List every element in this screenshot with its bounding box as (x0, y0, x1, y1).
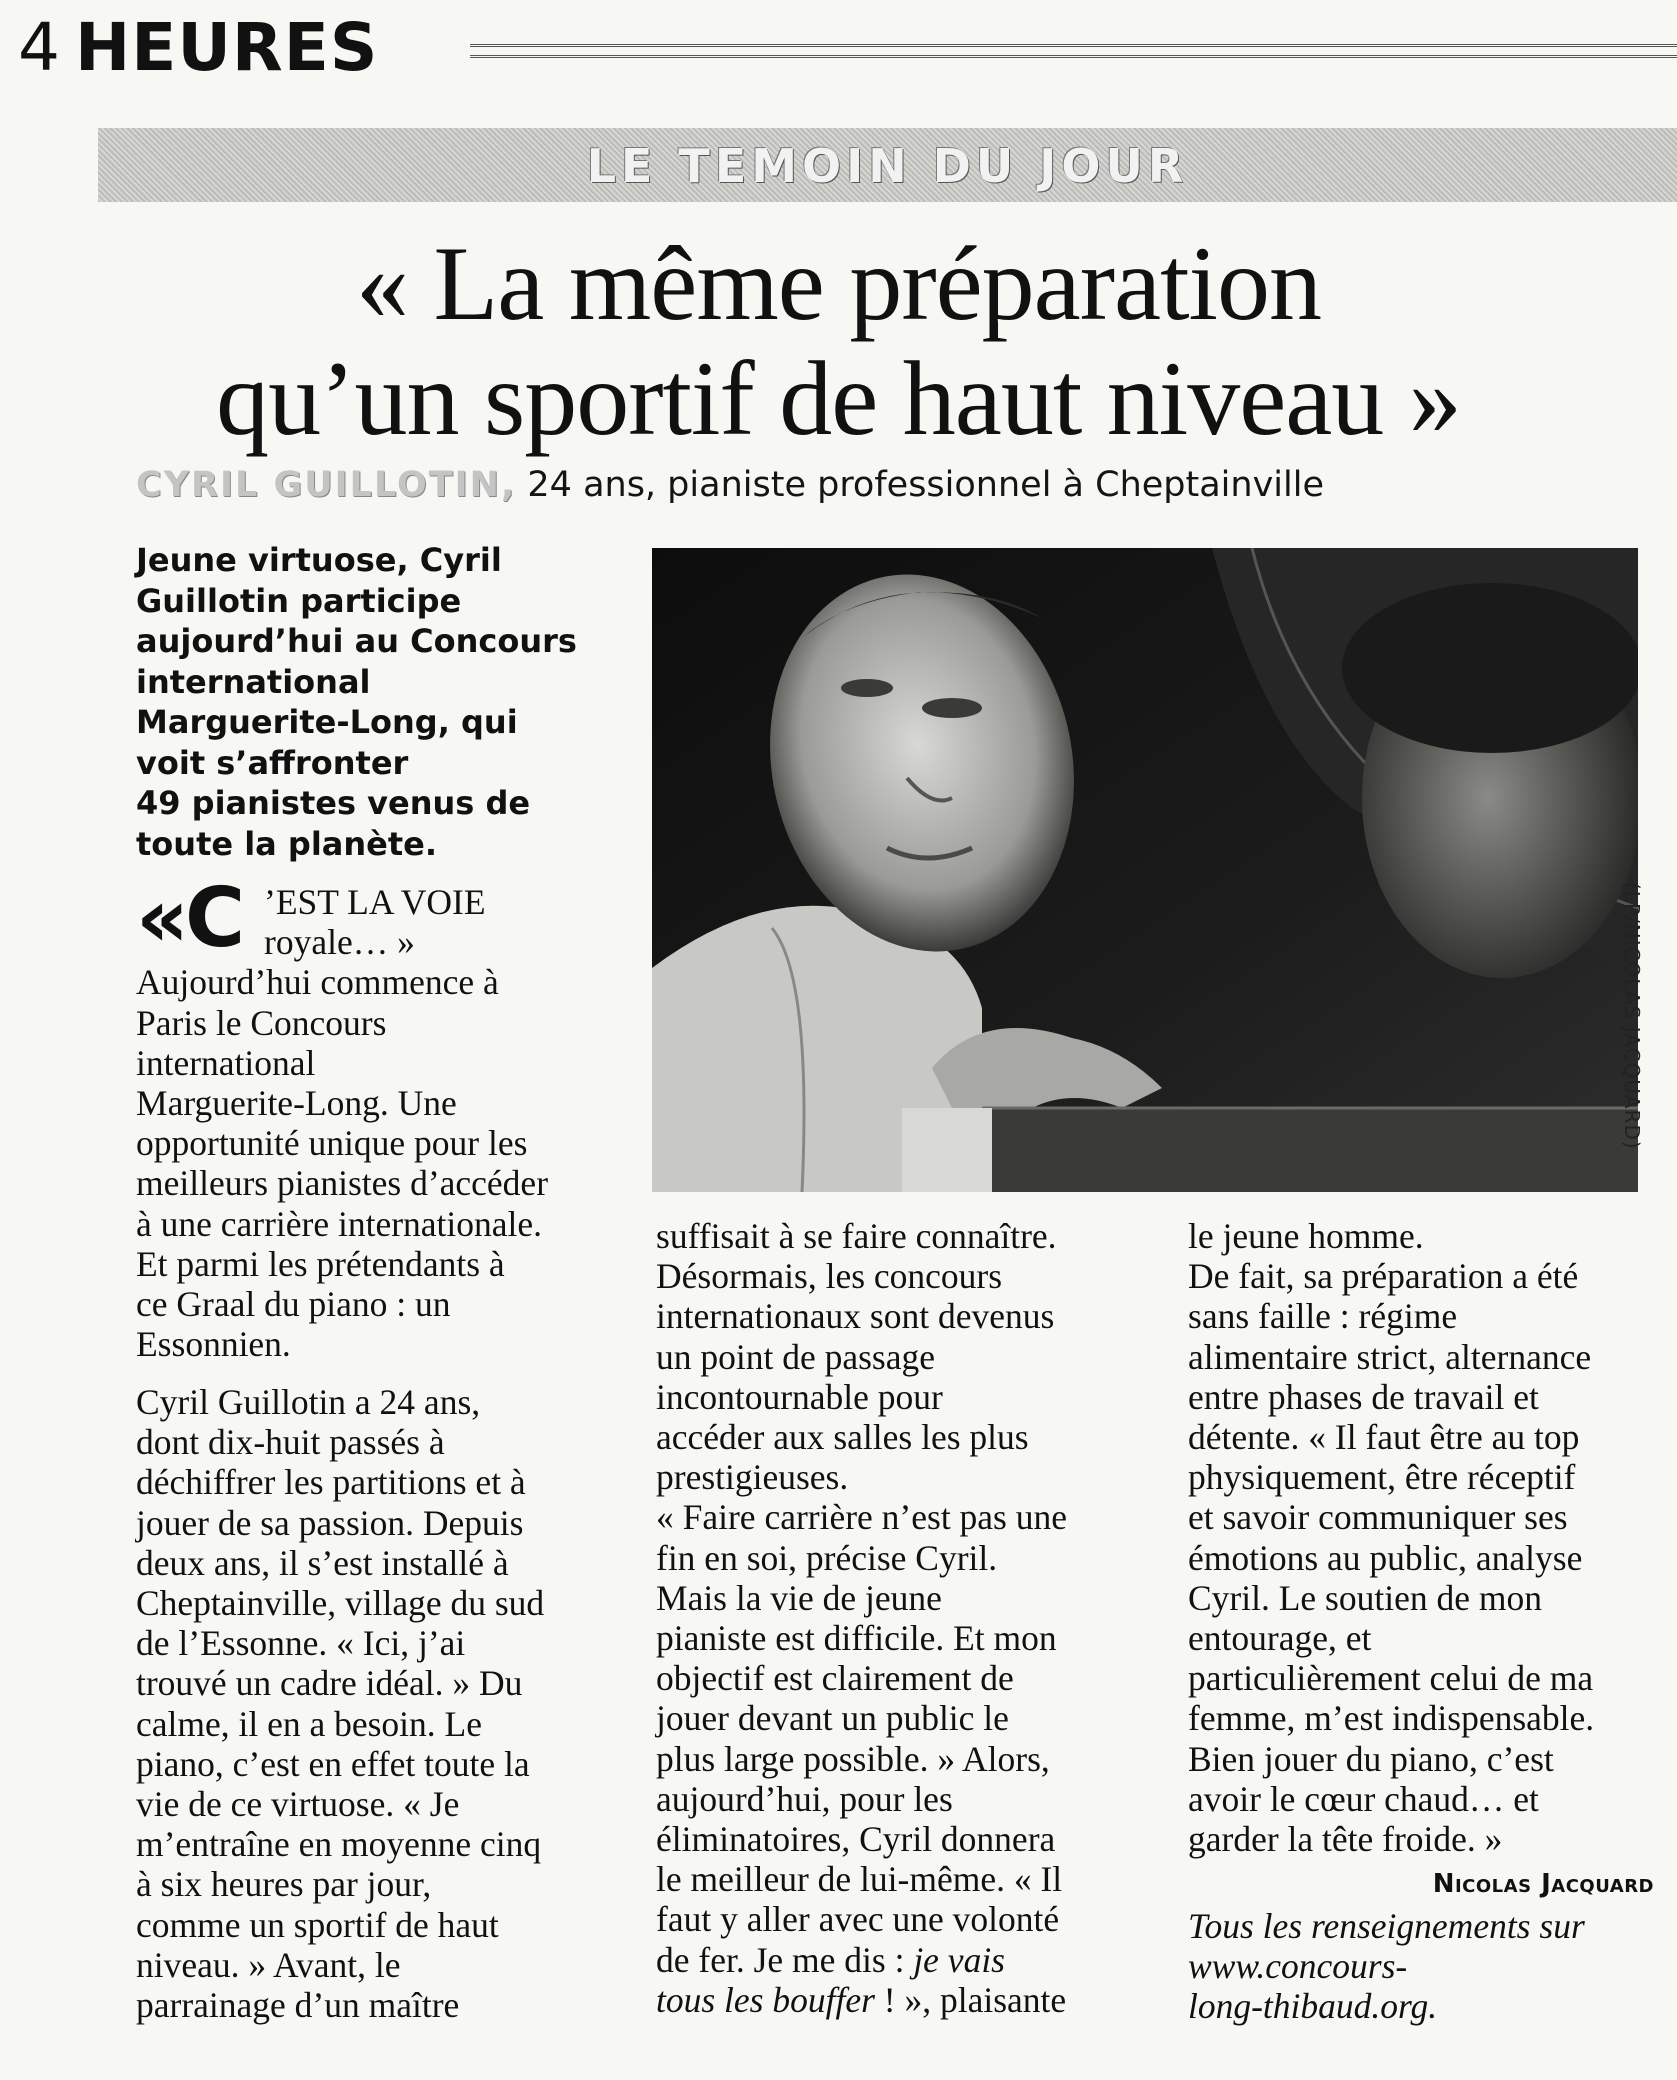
text-line: ce Graal du piano : un (136, 1284, 451, 1325)
lead-line: international (136, 662, 371, 701)
text-line: vie de ce virtuose. « Je (136, 1784, 460, 1825)
text-line: aujourd’hui, pour les (656, 1778, 953, 1819)
page-masthead (18, 6, 378, 90)
article-headline (0, 226, 1677, 456)
text-line: Désormais, les concours (656, 1256, 1003, 1297)
text-line: accéder aux salles les plus (656, 1417, 1029, 1458)
text-line: femme, m’est indispensable. (1188, 1698, 1595, 1739)
text-line: fin en soi, précise Cyril. (656, 1537, 998, 1578)
lead-line: Jeune virtuose, Cyril (136, 541, 502, 579)
italic-quote: tous les bouffer (656, 1979, 875, 2020)
photo-credit: (LP/NICOLAS JACQUARD) (1620, 882, 1644, 1150)
column-1-paragraph-1 (136, 882, 606, 1364)
drop-cap: «C (136, 871, 242, 966)
italic-quote: je vais (913, 1939, 1005, 1980)
byline-name: CYRIL GUILLOTIN, (136, 465, 517, 505)
rubric-band (98, 128, 1677, 202)
text-line (656, 1980, 1126, 2020)
text-line: ’EST LA VOIE (264, 882, 486, 922)
text-line: objectif est clairement de (656, 1658, 1014, 1699)
text-line: Cyril Guillotin a 24 ans, (136, 1382, 481, 1422)
text-line: niveau. » Avant, le (136, 1944, 401, 1985)
text-line: parrainage d’un maître (136, 1985, 460, 2026)
text-line: Essonnien. (136, 1324, 291, 1365)
text-line: meilleurs pianistes d’accéder (136, 1163, 549, 1204)
text-line: opportunité unique pour les (136, 1123, 528, 1164)
text-line: émotions au public, analyse (1188, 1537, 1583, 1578)
text-line: à six heures par jour, (136, 1864, 432, 1905)
text-line: Paris le Concours (136, 1002, 387, 1043)
lead-line: Marguerite-Long, qui (136, 703, 518, 741)
photo-illustration (652, 548, 1638, 1192)
text-line: le jeune homme. (1188, 1216, 1424, 1256)
text-line: trouvé un cadre idéal. » Du (136, 1663, 523, 1704)
text-line: jouer devant un public le (656, 1698, 1009, 1739)
text-line: incontournable pour (656, 1376, 943, 1417)
text-line: « Faire carrière n’est pas une (656, 1497, 1068, 1538)
column-2 (656, 1216, 1126, 2020)
text-line: comme un sportif de haut (136, 1904, 499, 1945)
text-line: alimentaire strict, alternance (1188, 1336, 1592, 1377)
text-line: et savoir communiquer ses (1188, 1497, 1568, 1538)
text-line: Bien jouer du piano, c’est (1188, 1738, 1554, 1779)
text-line: deux ans, il s’est installé à (136, 1542, 509, 1583)
text-line (656, 1940, 1126, 1980)
text-line: sans faille : régime (1188, 1296, 1458, 1337)
lead-line: Guillotin participe (136, 581, 462, 620)
text-line: déchiffrer les partitions et à (136, 1462, 526, 1503)
text-line: Et parmi les prétendants à (136, 1243, 505, 1284)
text-line: jouer de sa passion. Depuis (136, 1502, 524, 1543)
text-line: entourage, et (1188, 1618, 1372, 1659)
lead-line: toute la planète. (136, 824, 438, 863)
text-line: internationaux sont devenus (656, 1296, 1055, 1337)
text-line: un point de passage (656, 1336, 936, 1377)
text-line: Cyril. Le soutien de mon (1188, 1577, 1542, 1618)
text-line: le meilleur de lui-même. « Il (656, 1859, 1063, 1900)
text-line: à une carrière internationale. (136, 1203, 543, 1244)
byline (136, 462, 1324, 508)
lead-line: 49 pianistes venus de (136, 784, 531, 822)
headline-line: « La même préparation (356, 225, 1321, 342)
text-line: Mais la vie de jeune (656, 1577, 942, 1618)
info-link[interactable]: long-thibaud.org. (1188, 1986, 1438, 2027)
text-line: éliminatoires, Cyril donnera (656, 1819, 1056, 1860)
text-line: plus large possible. » Alors, (656, 1738, 1050, 1779)
info-box (1188, 1906, 1585, 2027)
text-line: royale… » (264, 922, 415, 963)
author-signature: Nicolas Jacquard (1432, 1869, 1654, 1899)
lead-line: voit s’affronter (136, 743, 409, 782)
text-line: piano, c’est en effet toute la (136, 1743, 530, 1784)
article-lead (136, 540, 656, 864)
column-1-paragraph-2 (136, 1382, 606, 2025)
text-line: de l’Essonne. « Ici, j’ai (136, 1623, 466, 1664)
pianist-photo (652, 548, 1638, 1192)
text-line: Aujourd’hui commence à (136, 962, 499, 1003)
text-line: faut y aller avec une volonté (656, 1899, 1060, 1940)
info-line: Tous les renseignements sur (1188, 1906, 1585, 1946)
text-line: suffisait à se faire connaître. (656, 1216, 1057, 1256)
byline-description: 24 ans, pianiste professionnel à Cheptainville (527, 465, 1324, 505)
rubric-title: LE TEMOIN DU JOUR (586, 139, 1189, 193)
text-line: m’entraîne en moyenne cinq (136, 1824, 542, 1865)
text-line: particulièrement celui de ma (1188, 1658, 1594, 1699)
text-line: garder la tête froide. » (1188, 1819, 1503, 1860)
headline-line: qu’un sportif de haut niveau » (216, 340, 1461, 457)
page-number: 4 (18, 9, 61, 86)
info-link[interactable]: www.concours- (1188, 1946, 1408, 1987)
text-line: dont dix-huit passés à (136, 1422, 445, 1463)
text-run: ! », plaisante (874, 1979, 1067, 2020)
text-line: international (136, 1042, 316, 1083)
text-line: pianiste est difficile. Et mon (656, 1618, 1057, 1659)
section-name: HEURES (75, 9, 379, 86)
text-line: prestigieuses. (656, 1457, 849, 1498)
text-line: entre phases de travail et (1188, 1376, 1539, 1417)
lead-line: aujourd’hui au Concours (136, 622, 577, 660)
text-line: De fait, sa préparation a été (1188, 1256, 1579, 1297)
text-line: avoir le cœur chaud… et (1188, 1778, 1539, 1819)
text-line: détente. « Il faut être au top (1188, 1417, 1580, 1458)
text-line: Cheptainville, village du sud (136, 1583, 545, 1624)
text-line: Marguerite-Long. Une (136, 1083, 457, 1124)
column-3 (1188, 1216, 1668, 1859)
text-run: de fer. Je me dis : (656, 1939, 914, 1980)
masthead-rule (470, 44, 1677, 58)
text-line: calme, il en a besoin. Le (136, 1703, 482, 1744)
text-line: physiquement, être réceptif (1188, 1457, 1576, 1498)
